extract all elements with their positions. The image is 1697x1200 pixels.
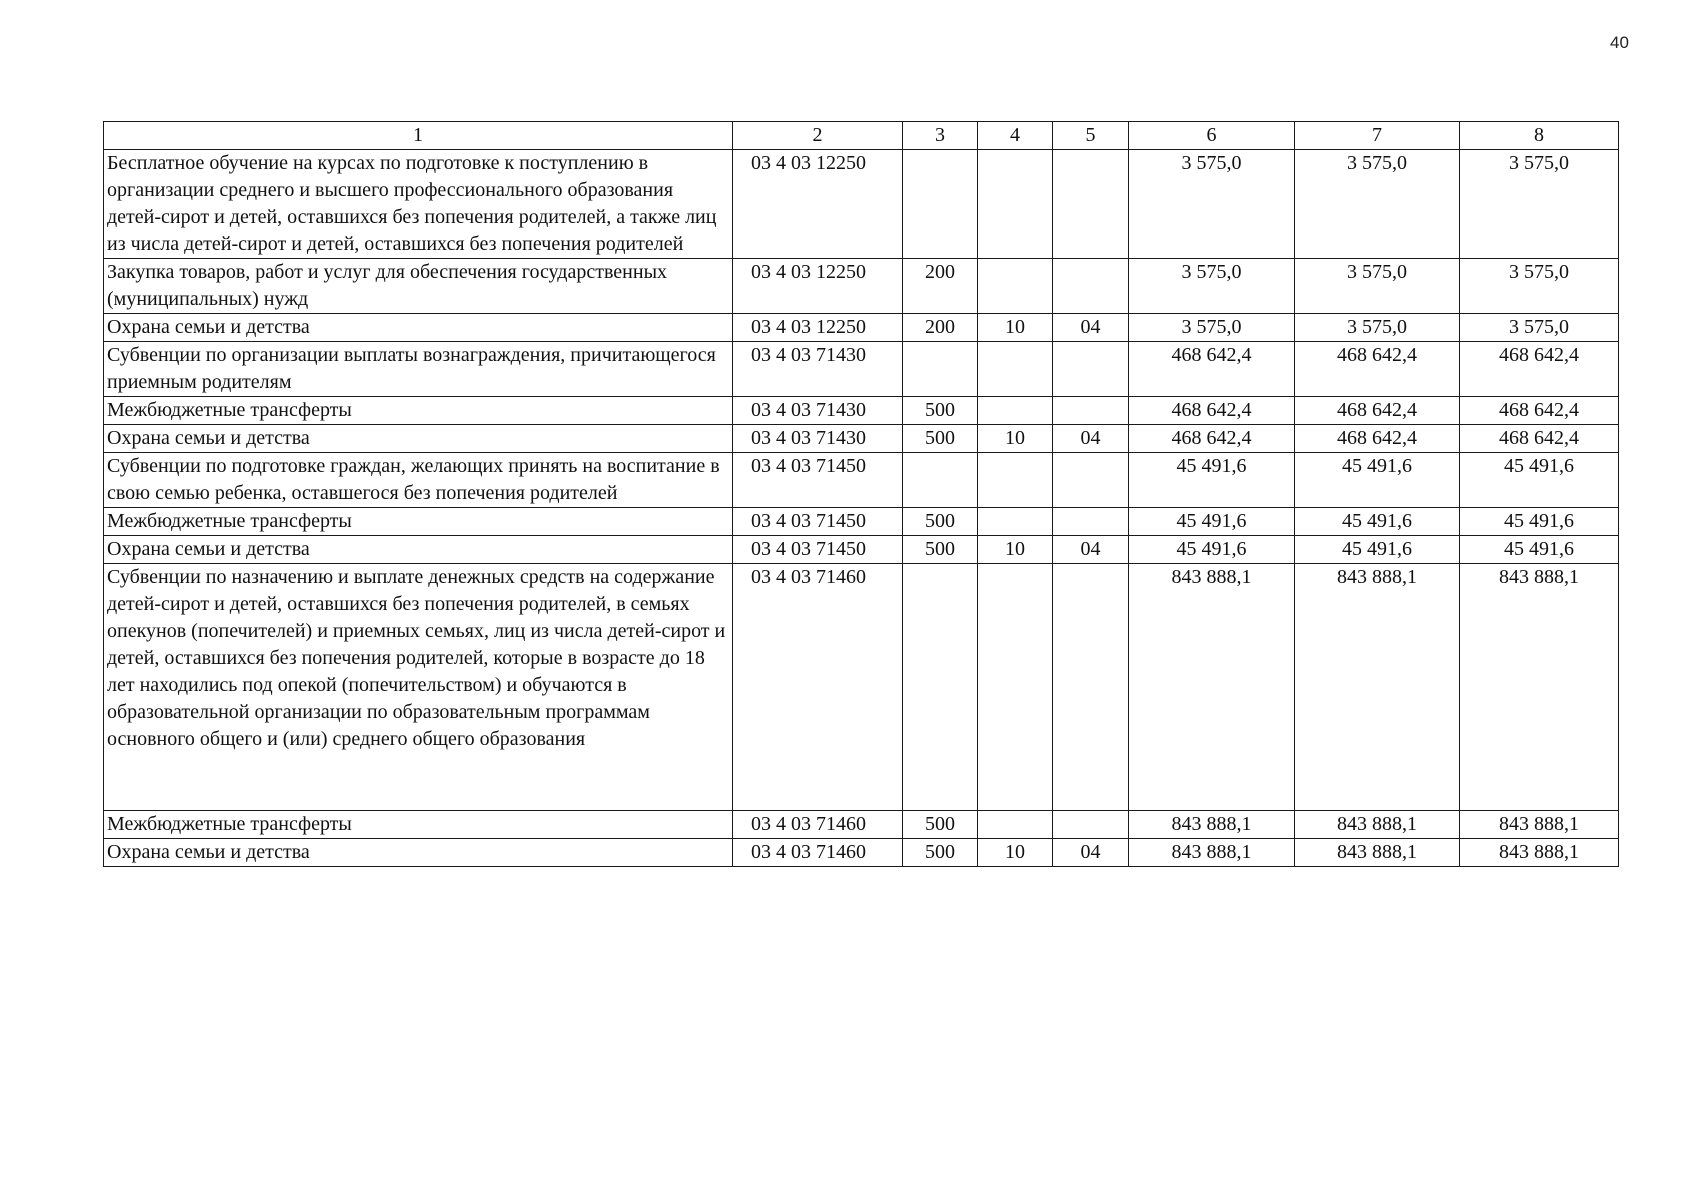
row-value-8: 3 575,0 (1460, 314, 1619, 342)
row-value-6: 843 888,1 (1129, 811, 1295, 839)
row-col4 (978, 259, 1053, 314)
row-value-7: 45 491,6 (1295, 508, 1460, 536)
row-value-8: 45 491,6 (1460, 536, 1619, 564)
row-value-7: 468 642,4 (1295, 397, 1460, 425)
row-code: 03 4 03 12250 (733, 259, 903, 314)
row-name: Межбюджетные трансферты (104, 508, 733, 536)
row-code: 03 4 03 71430 (733, 342, 903, 397)
table-row (104, 453, 1619, 508)
row-value-6: 843 888,1 (1129, 564, 1295, 811)
column-header: 2 (733, 122, 903, 150)
table-row (104, 839, 1619, 867)
table-row (104, 811, 1619, 839)
row-col4 (978, 150, 1053, 259)
row-value-7: 468 642,4 (1295, 425, 1460, 453)
row-col5 (1053, 508, 1129, 536)
budget-table (103, 121, 1619, 867)
row-col5 (1053, 811, 1129, 839)
row-name: Субвенции по организации выплаты вознаграждения, причитающегося приемным родителям (104, 342, 733, 397)
row-value-8: 468 642,4 (1460, 425, 1619, 453)
row-col3 (903, 564, 978, 811)
row-value-7: 843 888,1 (1295, 564, 1460, 811)
row-value-7: 45 491,6 (1295, 536, 1460, 564)
row-value-8: 468 642,4 (1460, 397, 1619, 425)
row-name: Субвенции по назначению и выплате денежных средств на содержание детей-сирот и детей, оставшихся без попечения родителей, в семьях опекунов (попечителей) и приемных семьях, лиц из числа детей-сирот и детей, оставшихся без попечения родителей, которые в возрасте до 18 лет находились под опекой (попечительством) и обучаются в образовательной организации по образовательным программам основного общего и (или) среднего общего образования (104, 564, 733, 811)
table-row (104, 508, 1619, 536)
row-name: Межбюджетные трансферты (104, 397, 733, 425)
row-col3: 500 (903, 425, 978, 453)
row-name: Охрана семьи и детства (104, 314, 733, 342)
row-code: 03 4 03 71430 (733, 425, 903, 453)
row-code: 03 4 03 12250 (733, 150, 903, 259)
table-row (104, 150, 1619, 259)
row-value-7: 3 575,0 (1295, 259, 1460, 314)
row-value-6: 468 642,4 (1129, 342, 1295, 397)
row-col3: 500 (903, 536, 978, 564)
table-row (104, 564, 1619, 811)
column-header: 1 (104, 122, 733, 150)
row-value-8: 3 575,0 (1460, 150, 1619, 259)
page-number: 40 (1610, 33, 1629, 52)
row-code: 03 4 03 71450 (733, 536, 903, 564)
column-header: 5 (1053, 122, 1129, 150)
column-header: 6 (1129, 122, 1295, 150)
row-col5 (1053, 259, 1129, 314)
row-col3: 500 (903, 839, 978, 867)
row-col4 (978, 397, 1053, 425)
row-value-8: 3 575,0 (1460, 259, 1619, 314)
table-row (104, 259, 1619, 314)
row-code: 03 4 03 12250 (733, 314, 903, 342)
row-col4 (978, 811, 1053, 839)
row-col4 (978, 508, 1053, 536)
row-value-6: 3 575,0 (1129, 150, 1295, 259)
row-value-6: 45 491,6 (1129, 508, 1295, 536)
row-col4 (978, 342, 1053, 397)
row-col5 (1053, 397, 1129, 425)
table-row (104, 342, 1619, 397)
row-name: Охрана семьи и детства (104, 425, 733, 453)
row-value-7: 468 642,4 (1295, 342, 1460, 397)
row-col5: 04 (1053, 839, 1129, 867)
row-col3: 500 (903, 397, 978, 425)
row-code: 03 4 03 71460 (733, 564, 903, 811)
row-col4: 10 (978, 839, 1053, 867)
row-value-6: 3 575,0 (1129, 259, 1295, 314)
row-value-7: 45 491,6 (1295, 453, 1460, 508)
row-value-8: 843 888,1 (1460, 564, 1619, 811)
row-value-6: 3 575,0 (1129, 314, 1295, 342)
row-code: 03 4 03 71450 (733, 453, 903, 508)
row-name: Субвенции по подготовке граждан, желающих принять на воспитание в свою семью ребенка, оставшегося без попечения родителей (104, 453, 733, 508)
table-row (104, 536, 1619, 564)
row-value-7: 843 888,1 (1295, 839, 1460, 867)
row-col4: 10 (978, 425, 1053, 453)
table-row (104, 425, 1619, 453)
row-col3: 200 (903, 314, 978, 342)
row-value-6: 843 888,1 (1129, 839, 1295, 867)
row-col5 (1053, 150, 1129, 259)
row-value-6: 45 491,6 (1129, 536, 1295, 564)
row-value-8: 45 491,6 (1460, 453, 1619, 508)
row-code: 03 4 03 71450 (733, 508, 903, 536)
row-code: 03 4 03 71430 (733, 397, 903, 425)
row-col3: 200 (903, 259, 978, 314)
row-value-6: 468 642,4 (1129, 425, 1295, 453)
row-col4: 10 (978, 314, 1053, 342)
row-value-7: 3 575,0 (1295, 314, 1460, 342)
column-header: 7 (1295, 122, 1460, 150)
row-name: Охрана семьи и детства (104, 536, 733, 564)
row-value-7: 843 888,1 (1295, 811, 1460, 839)
row-value-8: 468 642,4 (1460, 342, 1619, 397)
row-col3: 500 (903, 811, 978, 839)
row-name: Бесплатное обучение на курсах по подготовке к поступлению в организации среднего и высшего профессионального образования детей-сирот и детей, оставшихся без попечения родителей, а также лиц из числа детей-сирот и детей, оставшихся без попечения родителей (104, 150, 733, 259)
row-col4 (978, 564, 1053, 811)
row-code: 03 4 03 71460 (733, 811, 903, 839)
row-col5: 04 (1053, 425, 1129, 453)
column-header: 3 (903, 122, 978, 150)
table-row (104, 314, 1619, 342)
row-col3 (903, 453, 978, 508)
row-value-6: 45 491,6 (1129, 453, 1295, 508)
column-header: 4 (978, 122, 1053, 150)
row-col3: 500 (903, 508, 978, 536)
row-name: Межбюджетные трансферты (104, 811, 733, 839)
table-row (104, 397, 1619, 425)
row-col3 (903, 342, 978, 397)
row-name: Закупка товаров, работ и услуг для обеспечения государственных (муниципальных) нужд (104, 259, 733, 314)
row-value-8: 843 888,1 (1460, 839, 1619, 867)
row-name: Охрана семьи и детства (104, 839, 733, 867)
row-value-6: 468 642,4 (1129, 397, 1295, 425)
row-col4: 10 (978, 536, 1053, 564)
row-code: 03 4 03 71460 (733, 839, 903, 867)
row-value-8: 843 888,1 (1460, 811, 1619, 839)
row-col5 (1053, 453, 1129, 508)
row-value-8: 45 491,6 (1460, 508, 1619, 536)
column-header: 8 (1460, 122, 1619, 150)
row-col5: 04 (1053, 314, 1129, 342)
header-row (104, 122, 1619, 150)
row-col5 (1053, 564, 1129, 811)
row-col5: 04 (1053, 536, 1129, 564)
row-col5 (1053, 342, 1129, 397)
row-col3 (903, 150, 978, 259)
row-col4 (978, 453, 1053, 508)
row-value-7: 3 575,0 (1295, 150, 1460, 259)
